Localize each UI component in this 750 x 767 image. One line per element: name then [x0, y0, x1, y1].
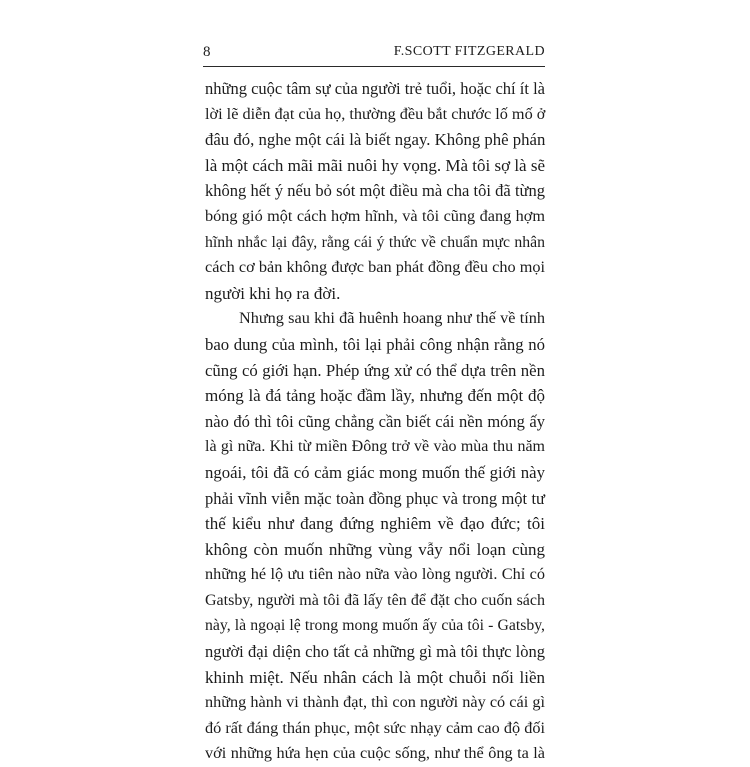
paragraph-continued	[205, 76, 545, 306]
text-line: người đại diện cho tất cả những gì mà tôi thực lòng	[205, 642, 545, 662]
page-number: 8	[203, 44, 211, 60]
text-line: móng là đá tảng hoặc đầm lầy, nhưng đến một độ	[205, 386, 545, 406]
running-head-author: F.SCOTT FITZGERALD	[393, 44, 545, 59]
text-line: này, là ngoại lệ trong mong muốn ấy của tôi - Gatsby,	[205, 617, 545, 635]
text-line: ngoái, tôi đã có cảm giác mong muốn thế giới này	[205, 462, 545, 482]
running-header	[203, 40, 545, 67]
text-line: cũng có giới hạn. Phép ứng xử có thể dựa trên nền	[205, 360, 545, 380]
text-line: thế kiểu như đang đứng nghiêm về đạo đức; tôi	[205, 514, 545, 534]
text-line: đâu đó, nghe một cái là biết ngay. Không phê phán	[205, 130, 546, 150]
text-line: những hành vi thành đạt, thì con người này có cái gì	[205, 693, 545, 712]
body-text	[205, 76, 545, 767]
text-line: những hé lộ ưu tiên nào nữa vào lòng người. Chỉ có	[205, 565, 545, 584]
text-line: Nhưng sau khi đã huênh hoang như thế về tính	[239, 309, 545, 328]
text-line: lời lẽ diễn đạt của họ, thường đều bắt chước lố mố ở	[205, 104, 546, 123]
text-line: bóng gió một cách hợm hĩnh, và tôi cũng đang hợm	[205, 206, 545, 225]
text-line: người khi họ ra đời.	[205, 283, 341, 303]
text-line: với những hứa hẹn của cuộc sống, như thể ông ta là	[205, 744, 545, 763]
text-line: cách cơ bản không được ban phát đồng đều cho mọi	[205, 258, 545, 277]
text-line: nào đó thì tôi cũng chẳng cần biết cái nền móng ấy	[205, 411, 545, 431]
text-line: không hết ý nếu bỏ sót một điều mà cha tôi đã từng	[205, 181, 545, 201]
paragraph	[205, 306, 545, 767]
text-line: là một cách mãi mãi nuôi hy vọng. Mà tôi sợ là sẽ	[205, 155, 545, 175]
text-line: đó rất đáng thán phục, một sức nhạy cảm cao độ đối	[205, 718, 545, 737]
text-line: bao dung của mình, tôi lại phải công nhận rằng nó	[205, 334, 545, 354]
text-line: hĩnh nhắc lại đây, rằng cái ý thức về chuẩn mực nhân	[205, 233, 545, 251]
text-line: những cuộc tâm sự của người trẻ tuổi, hoặc chí ít là	[205, 79, 545, 98]
text-line: Gatsby, người mà tôi đã lấy tên để đặt cho cuốn sách	[205, 591, 545, 609]
text-line: phải vĩnh viễn mặc toàn đồng phục và trong một tư	[205, 488, 545, 508]
text-line: không còn muốn những vùng vẫy nổi loạn cùng	[205, 539, 545, 559]
text-line: khinh miệt. Nếu nhân cách là một chuỗi nối liền	[205, 667, 545, 687]
text-line: là gì nữa. Khi từ miền Đông trở về vào mùa thu năm	[205, 438, 545, 456]
